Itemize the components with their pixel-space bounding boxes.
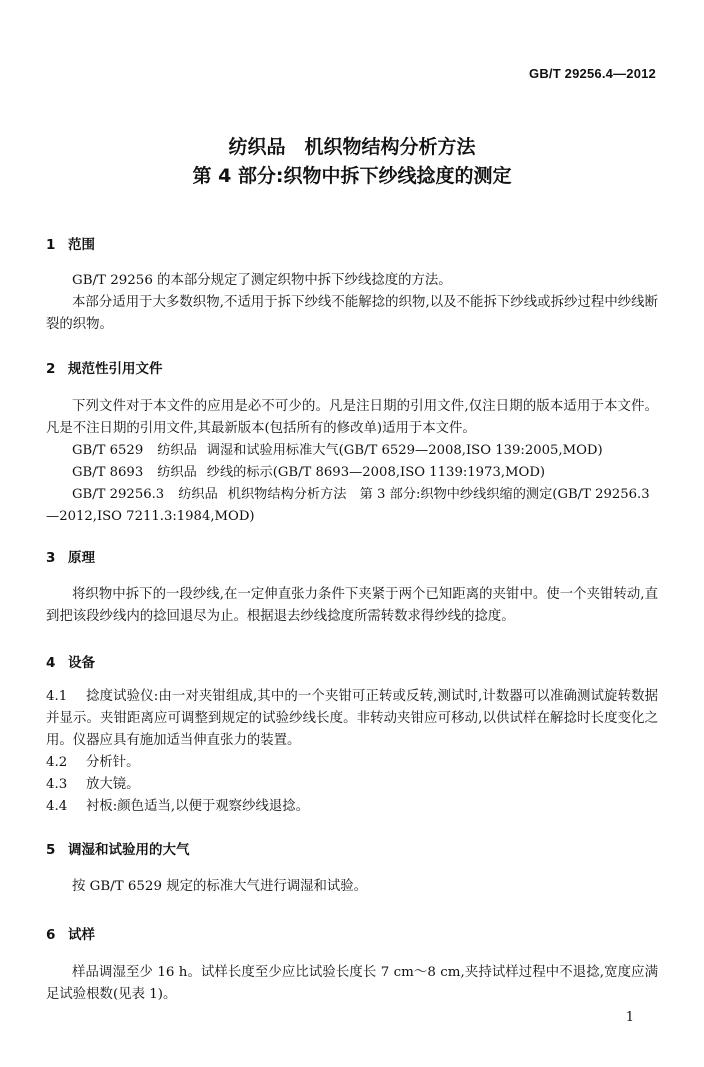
reference-code: GB/T 6529 <box>72 443 144 458</box>
item-number: 4.4 <box>46 799 68 814</box>
item-number: 4.3 <box>46 777 68 792</box>
page-number: 1 <box>625 1010 634 1025</box>
section-number: 3 <box>46 550 56 566</box>
section-number: 1 <box>46 237 56 253</box>
equipment-item <box>46 752 658 774</box>
reference-code: GB/T 29256.3 <box>72 487 165 502</box>
section-title: 设备 <box>68 655 95 671</box>
item-text: 放大镜。 <box>86 777 140 792</box>
reference-title: 机织物结构分析方法 第 3 部分:织物中纱线织缩的测定(GB/T 29256.3—2012,ISO 7211.3:1984,MOD) <box>46 487 650 524</box>
item-text: 分析针。 <box>86 755 140 770</box>
reference-title: 调湿和试验用标准大气(GB/T 6529—2008,ISO 139:2005,MOD) <box>206 443 603 458</box>
section-title: 试样 <box>68 927 95 943</box>
section-title: 调湿和试验用的大气 <box>68 842 190 858</box>
reference-category: 纺织品 <box>157 443 197 458</box>
section-5-para-1: 按 GB/T 6529 规定的标准大气进行调湿和试验。 <box>72 879 368 894</box>
equipment-item <box>46 686 658 752</box>
equipment-item <box>46 796 658 818</box>
section-title: 规范性引用文件 <box>68 361 163 377</box>
reference-category: 纺织品 <box>178 487 218 502</box>
reference-item <box>72 462 662 484</box>
reference-code: GB/T 8693 <box>72 465 144 480</box>
reference-item <box>72 440 662 462</box>
reference-category: 纺织品 <box>157 465 197 480</box>
section-number: 4 <box>46 655 56 671</box>
section-2-para-1: 下列文件对于本文件的应用是必不可少的。凡是注日期的引用文件,仅注日期的版本适用于本文件。凡是不注日期的引用文件,其最新版本(包括所有的修改单)适用于本文件。 <box>46 399 658 436</box>
section-number: 5 <box>46 842 56 858</box>
section-title: 范围 <box>68 237 95 253</box>
reference-title: 纱线的标示(GB/T 8693—2008,ISO 1139:1973,MOD) <box>206 465 546 480</box>
item-text: 衬板:颜色适当,以便于观察纱线退捻。 <box>86 799 310 814</box>
title-line-2: 第 4 部分:织物中拆下纱线捻度的测定 <box>192 165 512 187</box>
document-title <box>0 133 704 191</box>
reference-item <box>46 484 658 528</box>
section-6-para-1: 样品调湿至少 16 h。试样长度至少应比试验长度长 7 cm～8 cm,夹持试样过程中不退捻,宽度应满足试验根数(见表 1)。 <box>46 965 658 1002</box>
section-5-heading <box>46 838 190 858</box>
section-number: 6 <box>46 927 56 943</box>
section-1-para-1: GB/T 29256 的本部分规定了测定织物中拆下纱线捻度的方法。 <box>72 273 452 288</box>
section-3-para-1: 将织物中拆下的一段纱线,在一定伸直张力条件下夹紧于两个已知距离的夹钳中。使一个夹钳转动,直到把该段纱线内的捻回退尽为止。根据退去纱线捻度所需转数求得纱线的捻度。 <box>46 587 658 624</box>
section-6-heading <box>46 923 95 943</box>
item-number: 4.2 <box>46 755 68 770</box>
section-number: 2 <box>46 361 56 377</box>
section-1-para-2: 本部分适用于大多数织物,不适用于拆下纱线不能解捻的织物,以及不能拆下纱线或拆纱过程中纱线断裂的织物。 <box>46 295 658 332</box>
title-line-1: 纺织品 机织物结构分析方法 <box>228 136 476 158</box>
equipment-item <box>46 774 658 796</box>
standard-number: GB/T 29256.4—2012 <box>529 66 656 81</box>
section-4-heading <box>46 651 95 671</box>
item-text: 捻度试验仪:由一对夹钳组成,其中的一个夹钳可正转或反转,测试时,计数器可以准确测试旋转数据并显示。夹钳距离应可调整到规定的试验纱线长度。非转动夹钳应可移动,以供试样在解捻时长度变化之用。仪器应具有施加适当伸直张力的装置。 <box>46 689 658 748</box>
section-1-heading <box>46 233 95 253</box>
section-2-heading <box>46 357 163 377</box>
section-3-heading <box>46 546 95 566</box>
item-number: 4.1 <box>46 689 68 704</box>
section-title: 原理 <box>68 550 95 566</box>
